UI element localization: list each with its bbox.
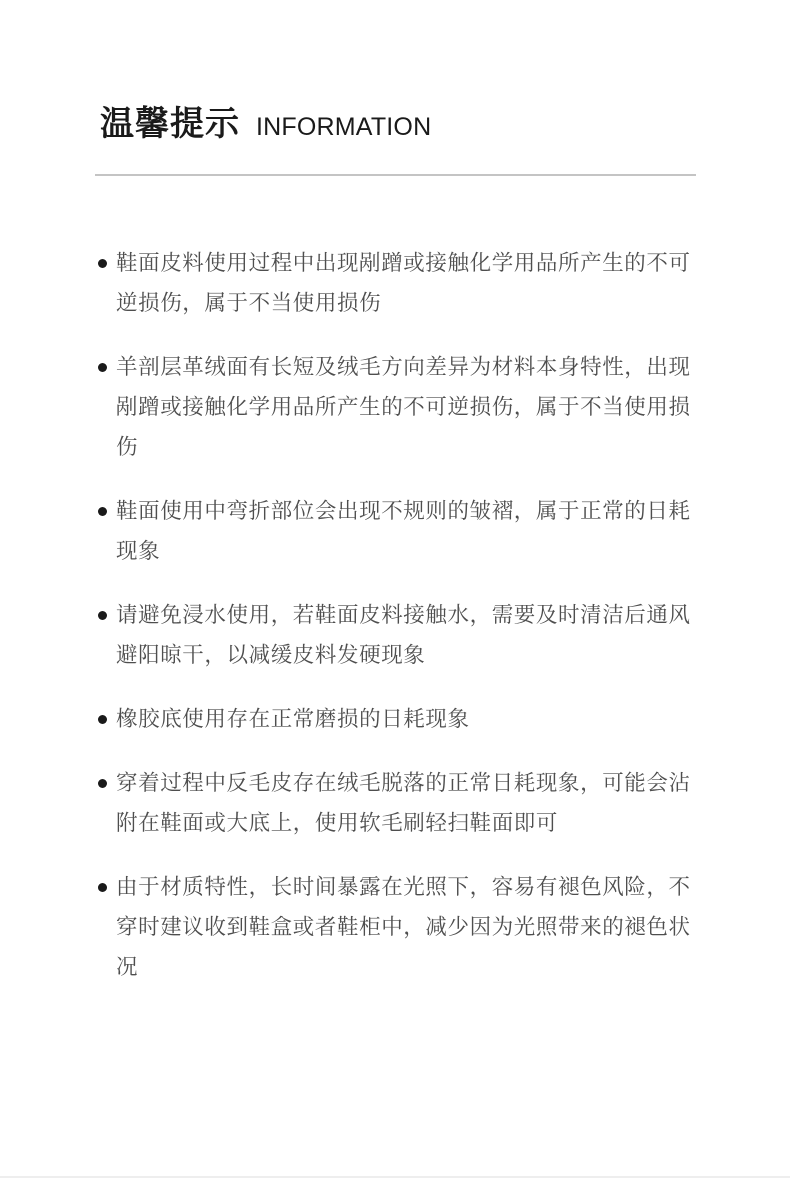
tip-text: 请避免浸水使用，若鞋面皮料接触水，需要及时清洁后通风避阳晾干，以减缓皮料发硬现象	[116, 603, 691, 668]
section-header	[100, 104, 431, 150]
tip-text: 由于材质特性，长时间暴露在光照下，容易有褪色风险，不穿时建议收到鞋盒或者鞋柜中，减少因为光照带来的褪色状况	[116, 875, 691, 980]
tip-text: 鞋面使用中弯折部位会出现不规则的皱褶，属于正常的日耗现象	[116, 499, 691, 564]
page-subtitle: INFORMATION	[256, 113, 432, 141]
tip-item-7	[95, 868, 691, 988]
tip-text: 橡胶底使用存在正常磨损的日耗现象	[116, 707, 470, 732]
tips-list	[95, 244, 691, 1012]
bullet-icon	[98, 883, 107, 892]
page-title: 温馨提示	[100, 104, 240, 144]
tip-item-5	[95, 700, 691, 740]
tip-text: 羊剖层革绒面有长短及绒毛方向差异为材料本身特性，出现剐蹭或接触化学用品所产生的不可逆损伤，属于不当使用损伤	[116, 355, 691, 460]
bullet-icon	[98, 507, 107, 516]
header-divider	[95, 174, 696, 176]
tip-item-3	[95, 492, 691, 572]
tip-item-6	[95, 764, 691, 844]
tip-item-4	[95, 596, 691, 676]
bullet-icon	[98, 779, 107, 788]
bullet-icon	[98, 715, 107, 724]
tip-item-1	[95, 244, 691, 324]
bullet-icon	[98, 363, 107, 372]
tip-text: 鞋面皮料使用过程中出现剐蹭或接触化学用品所产生的不可逆损伤，属于不当使用损伤	[116, 251, 691, 316]
tip-text: 穿着过程中反毛皮存在绒毛脱落的正常日耗现象，可能会沾附在鞋面或大底上，使用软毛刷轻扫鞋面即可	[116, 771, 691, 836]
bullet-icon	[98, 611, 107, 620]
bullet-icon	[98, 259, 107, 268]
tip-item-2	[95, 348, 691, 468]
